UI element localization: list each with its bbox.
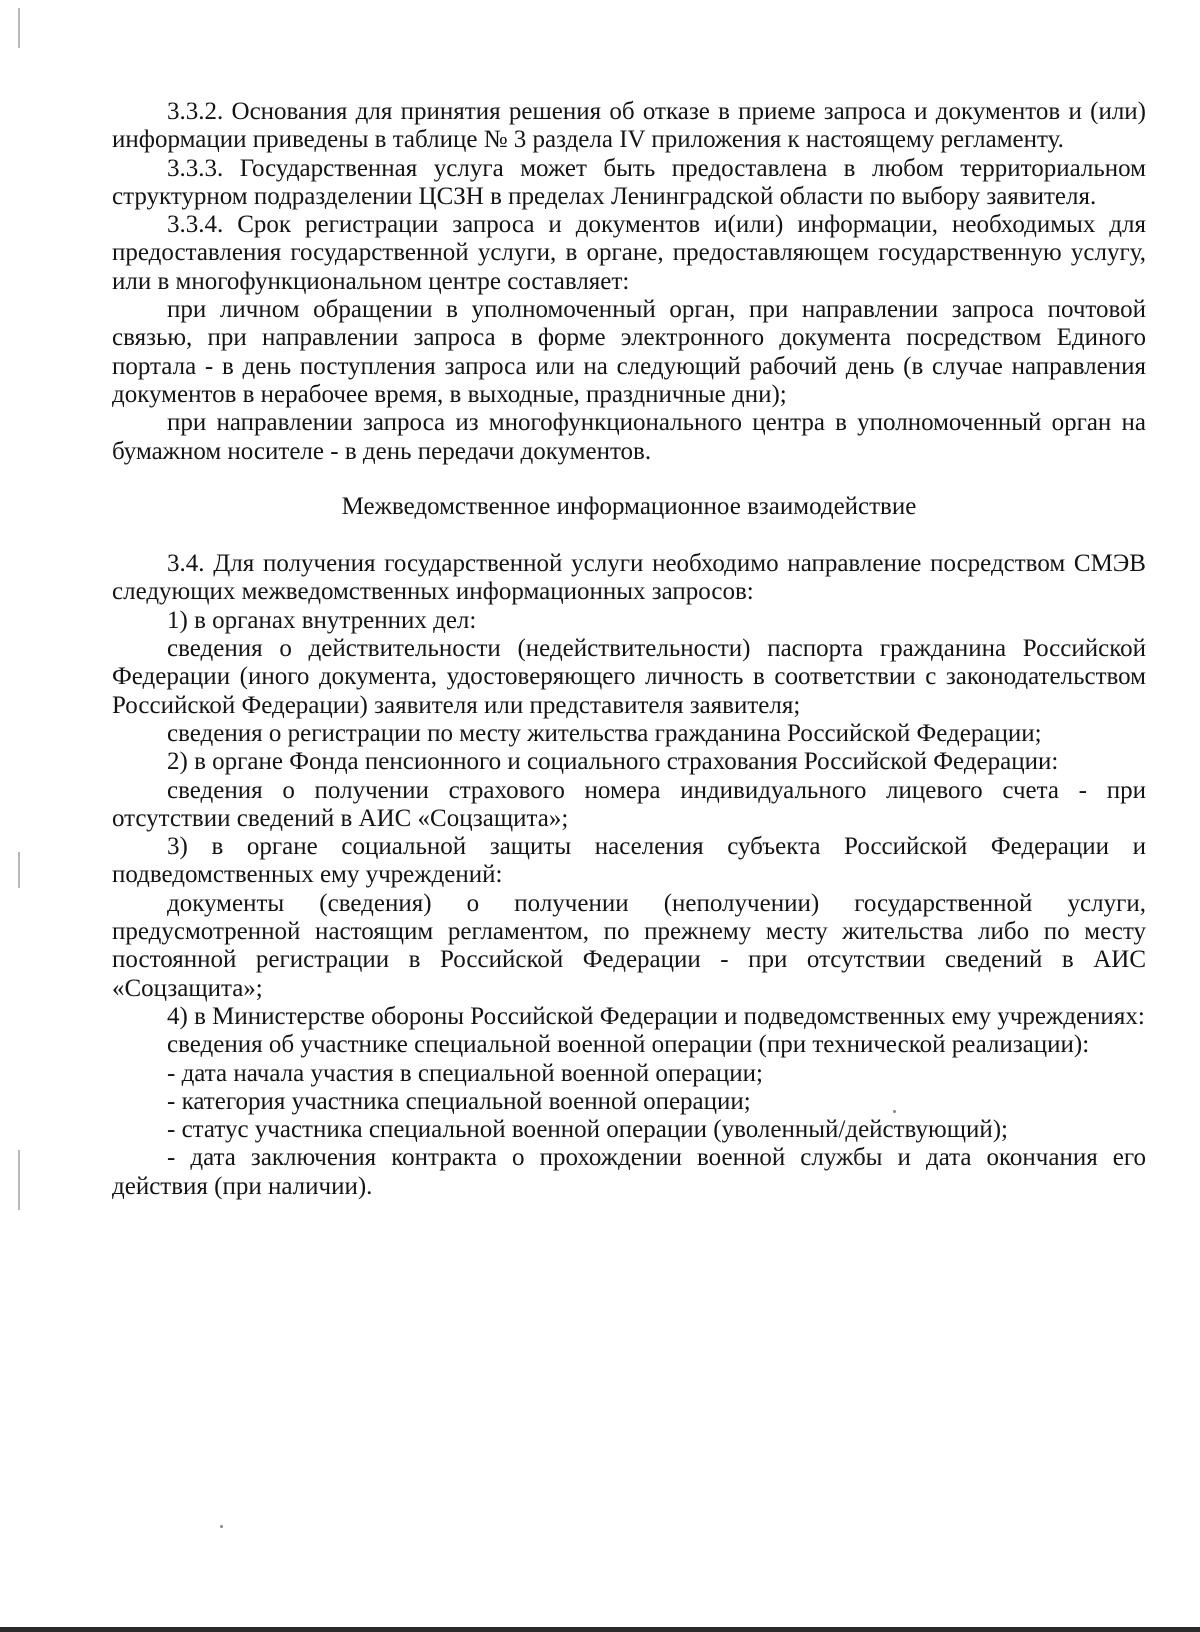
scan-mark-top-left xyxy=(18,8,20,48)
paragraph-service-info: документы (сведения) о получении (неполучении) государственной услуги, предусмотренной настоящим регламентом, по прежнему месту жительства либо по месту постоянной регистрации в Российской Федерации - при отсутствии сведений в АИС «Соцзащита»; xyxy=(112,889,1146,1002)
paragraph-svo-info: сведения об участнике специальной военной операции (при технической реализации): xyxy=(167,1031,1090,1059)
paragraph-3-4: 3.4. Для получения государственной услуги необходимо направление посредством СМЭВ следующих межведомственных информационных запросов: xyxy=(112,550,1146,606)
list-item-4: 4) в Министерстве обороны Российской Федерации и подведомственных ему учреждениях: xyxy=(167,1002,1145,1030)
paragraph-3-3-2: 3.3.2. Основания для принятия решения об отказе в приеме запроса и документов и (или) информации приведены в таблице № 3 раздела IV приложения к настоящему регламенту. xyxy=(112,98,1146,154)
list-item-2: 2) в органе Фонда пенсионного и социального страхования Российской Федерации: xyxy=(167,748,1059,776)
paragraph-personal-appeal: при личном обращении в уполномоченный орган, при направлении запроса почтовой связью, при направлении запроса в форме электронного документа посредством Единого портала - в день поступления запроса или на следующий рабочий день (в случае направления документов в нерабочее время, в выходные, праздничные дни); xyxy=(112,296,1146,408)
document-page xyxy=(112,98,1146,1201)
dash-item-start-date: - дата начала участия в специальной военной операции; xyxy=(167,1059,763,1087)
paragraph-3-3-3: 3.3.3. Государственная услуга может быть предоставлена в любом территориальном структурном подразделении ЦСЗН в пределах Ленинградской области по выбору заявителя. xyxy=(112,154,1146,210)
dash-item-category: - категория участника специальной военной операции; xyxy=(167,1087,751,1115)
scan-mark-mid-left xyxy=(18,852,20,888)
scan-speck xyxy=(220,1525,223,1528)
scan-bottom-edge xyxy=(0,1627,1200,1632)
paragraph-passport-info: сведения о действительности (недействительности) паспорта гражданина Российской Федерации (иного документа, удостоверяющего личность в соответствии с законодательством Российской Федерации) заявителя или представителя заявителя; xyxy=(112,635,1146,719)
paragraph-mfc-request: при направлении запроса из многофункционального центра в уполномоченный орган на бумажном носителе - в день передачи документов. xyxy=(112,409,1146,465)
list-item-3: 3) в органе социальной защиты населения субъекта Российской Федерации и подведомственных ему учреждений: xyxy=(112,833,1146,889)
dash-item-contract: - дата заключения контракта о прохождении военной службы и дата окончания его действия (при наличии). xyxy=(112,1144,1146,1200)
list-item-1: 1) в органах внутренних дел: xyxy=(167,606,477,634)
dash-item-status: - статус участника специальной военной операции (уволенный/действующий); xyxy=(167,1116,1008,1144)
scan-speck xyxy=(893,1110,896,1113)
scan-mark-lower-left xyxy=(18,1150,20,1210)
paragraph-3-3-4: 3.3.4. Срок регистрации запроса и документов и(или) информации, необходимых для предоставления государственной услуги, в органе, предоставляющем государственную услугу, или в многофункциональном центре составляет: xyxy=(112,211,1146,295)
paragraph-registration-info: сведения о регистрации по месту жительства гражданина Российской Федерации; xyxy=(167,719,1042,747)
paragraph-snils-info: сведения о получении страхового номера индивидуального лицевого счета - при отсутствии сведений в АИС «Соцзащита»; xyxy=(112,776,1146,832)
section-heading: Межведомственное информационное взаимодействие xyxy=(341,492,917,520)
